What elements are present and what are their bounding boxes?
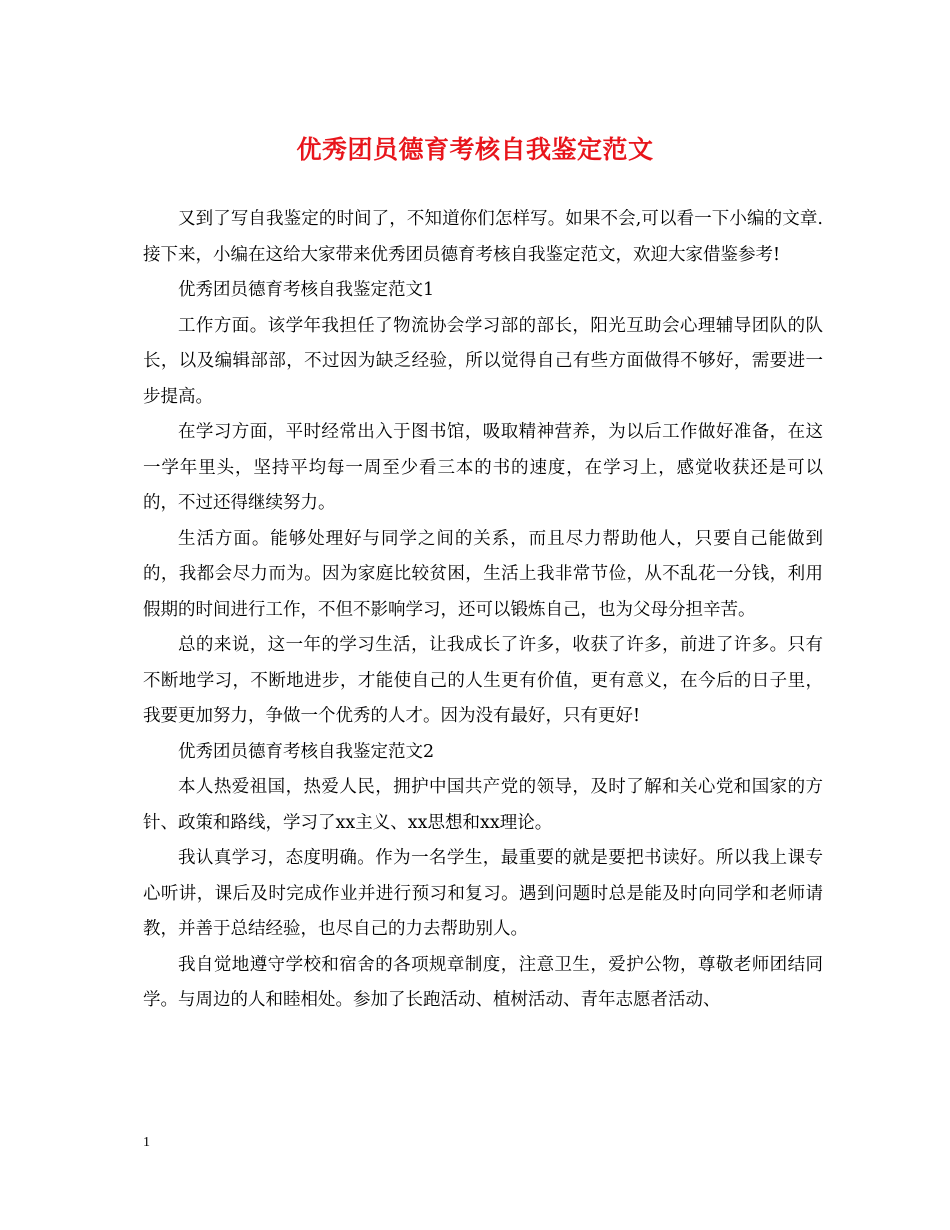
section-heading-1: 优秀团员德育考核自我鉴定范文1 <box>178 280 435 300</box>
paragraph-study: 在学习方面，平时经常出入于图书馆，吸取精神营养，为以后工作做好准备，在这一学年里头，坚持平均每一周至少看三本的书的速度，在学习上，感觉收获还是可以的，不过还得继续努力。 <box>143 422 823 513</box>
paragraph-learning: 我认真学习，态度明确。作为一名学生，最重要的就是要把书读好。所以我上课专心听讲，课后及时完成作业并进行预习和复习。遇到问题时总是能及时向同学和老师请教，并善于总结经验，也尽自己的力去帮助别人。 <box>143 848 823 939</box>
paragraph-life: 生活方面。能够处理好与同学之间的关系，而且尽力帮助他人，只要自己能做到的，我都会尽力而为。因为家庭比较贫困，生活上我非常节俭，从不乱花一分钱，利用假期的时间进行工作，不但不影响学习，还可以锻炼自己，也为父母分担辛苦。 <box>143 528 823 620</box>
page-number: 1 <box>143 1135 150 1150</box>
paragraph-patriotism: 本人热爱祖国，热爱人民，拥护中国共产党的领导，及时了解和关心党和国家的方针、政策和路线，学习了xx主义、xx思想和xx理论。 <box>143 777 823 833</box>
section-heading-2: 优秀团员德育考核自我鉴定范文2 <box>178 741 435 762</box>
paragraph-discipline: 我自觉地遵守学校和宿舍的各项规章制度，注意卫生，爱护公物，尊敬老师团结同学。与周边的人和睦相处。参加了长跑活动、植树活动、青年志愿者活动、 <box>143 954 823 1010</box>
paragraph-summary: 总的来说，这一年的学习生活，让我成长了许多，收获了许多，前进了许多。只有不断地学习，不断地进步，才能使自己的人生更有价值，更有意义，在今后的日子里，我要更加努力，争做一个优秀的人才。因为没有最好，只有更好! <box>143 635 823 726</box>
paragraph-work: 工作方面。该学年我担任了物流协会学习部的部长，阳光互助会心理辅导团队的队长，以及编辑部部，不过因为缺乏经验，所以觉得自己有些方面做得不够好，需要进一步提高。 <box>143 315 823 407</box>
document-body <box>143 202 823 1019</box>
paragraph-intro: 又到了写自我鉴定的时间了，不知道你们怎样写。如果不会,可以看一下小编的文章.接下来，小编在这给大家带来优秀团员德育考核自我鉴定范文，欢迎大家借鉴参考! <box>143 209 823 265</box>
document-title: 优秀团员德育考核自我鉴定范文 <box>296 135 654 164</box>
